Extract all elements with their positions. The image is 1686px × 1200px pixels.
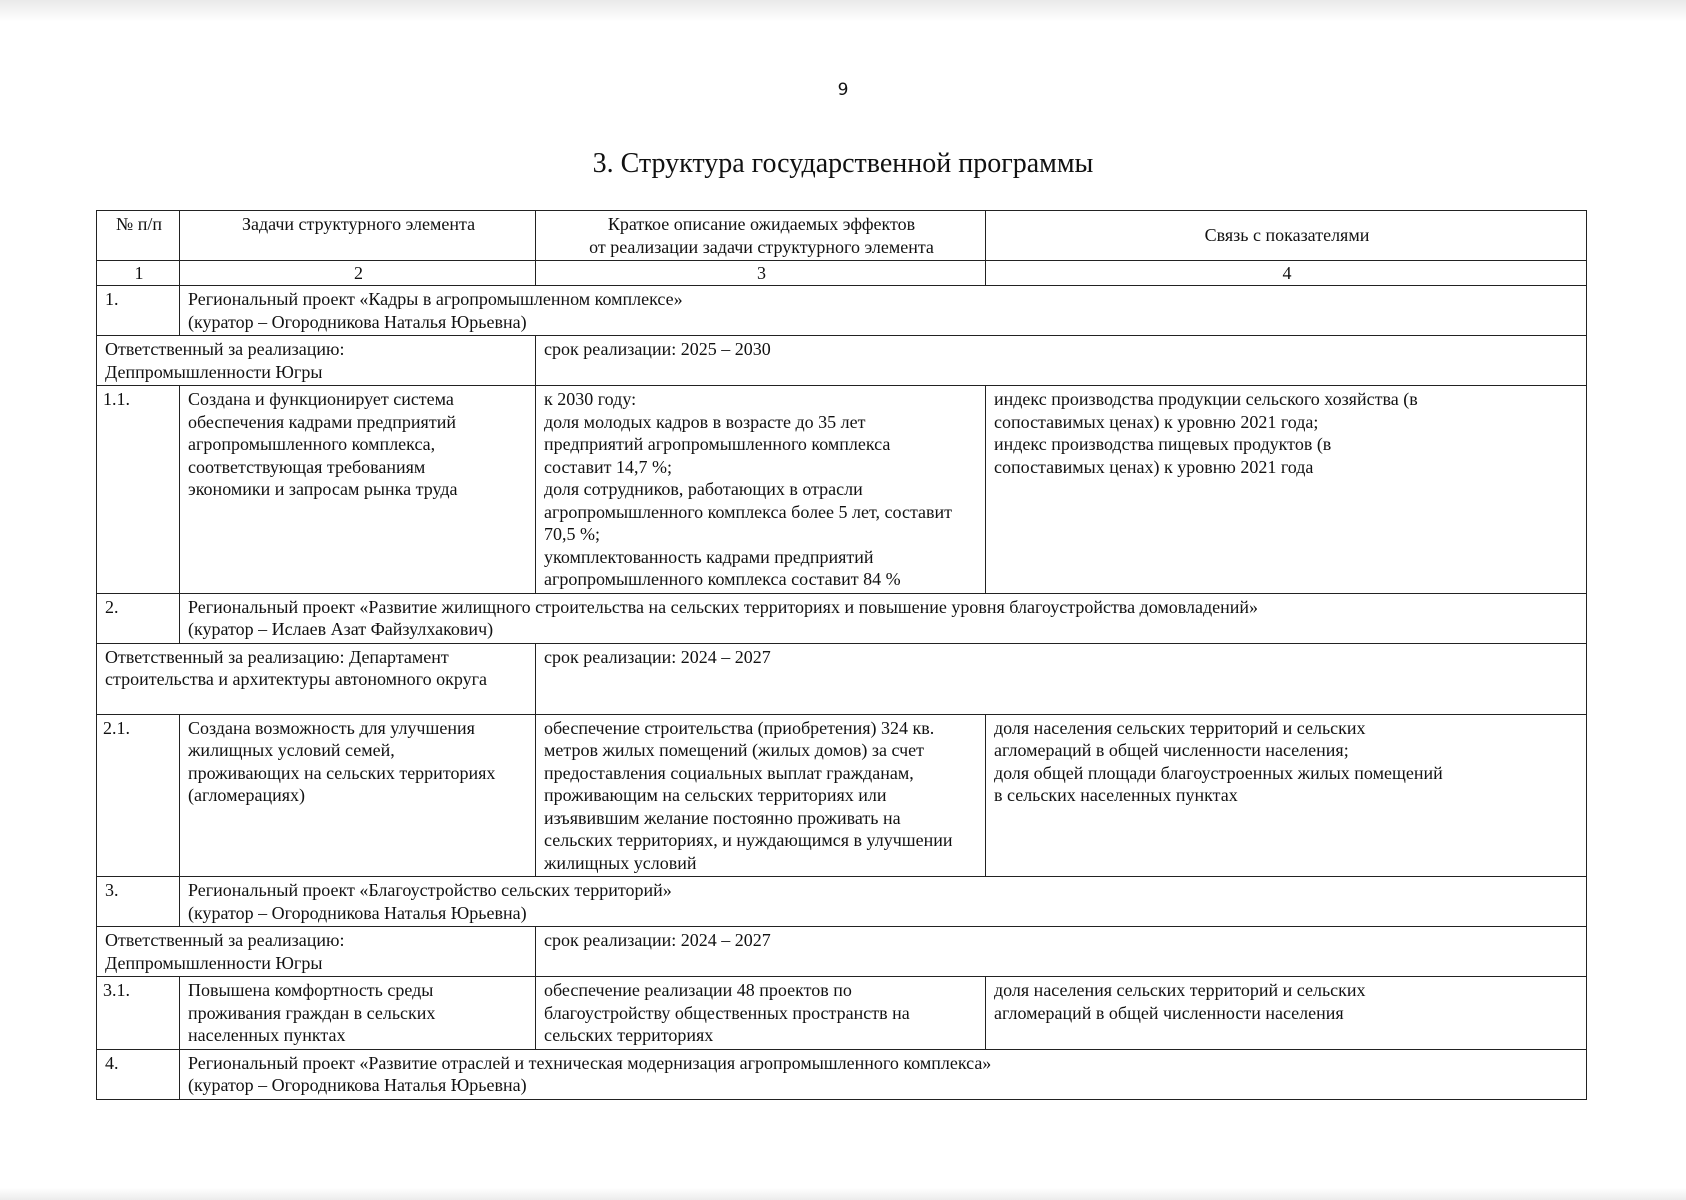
project-row [97, 593, 1587, 643]
task-effects: обеспечение строительства (приобретения) 324 кв. метров жилых помещений (жилых домов) за счет предоставления социальных выплат гражданам, проживающим на сельских территориях или изъявившим желание постоянно проживать на сельских территориях, и нуждающимся в улучшении жилищных условий [536, 714, 986, 877]
term-cell: срок реализации: 2025 – 2030 [536, 336, 1587, 386]
task-indicators: доля населения сельских территорий и сельских агломераций в общей численности населения [986, 977, 1587, 1050]
project-title: Региональный проект «Благоустройство сельских территорий» [188, 880, 672, 900]
task-row [97, 386, 1587, 594]
task-description: Повышена комфортность среды проживания граждан в сельских населенных пунктах [180, 977, 536, 1050]
task-description: Создана и функционирует система обеспечения кадрами предприятий агропромышленного комплекса, соответствующая требованиям экономики и запросам рынка труда [180, 386, 536, 594]
responsible-cell: Ответственный за реализацию: Департамент строительства и архитектуры автономного округа [97, 643, 536, 714]
column-number-1: 1 [97, 261, 180, 286]
project-row [97, 1049, 1587, 1099]
scan-edge-bottom [0, 1188, 1686, 1200]
column-number-4: 4 [986, 261, 1587, 286]
task-row [97, 977, 1587, 1050]
project-title: Региональный проект «Кадры в агропромышленном комплексе» [188, 289, 683, 309]
header-tasks: Задачи структурного элемента [180, 211, 536, 261]
project-cell [180, 593, 1587, 643]
project-row [97, 877, 1587, 927]
term-cell: срок реализации: 2024 – 2027 [536, 643, 1587, 714]
task-number: 2.1. [97, 714, 180, 877]
project-curator: (куратор – Огородникова Наталья Юрьевна) [188, 902, 527, 923]
column-number-row [97, 261, 1587, 286]
column-number-3: 3 [536, 261, 986, 286]
project-title: Региональный проект «Развитие отраслей и техническая модернизация агропромышленного комплекса» [188, 1052, 992, 1073]
task-effects: к 2030 году: доля молодых кадров в возрасте до 35 лет предприятий агропромышленного комплекса составит 14,7 %; доля сотрудников, работающих в отрасли агропромышленного комплекса более 5 лет, составит 70,5 %; укомплектованность кадрами предприятий агропромышленного комплекса составит 84 % [536, 386, 986, 594]
column-number-2: 2 [180, 261, 536, 286]
project-number: 2. [97, 593, 180, 643]
responsible-row [97, 336, 1587, 386]
responsible-row [97, 927, 1587, 977]
responsible-cell: Ответственный за реализацию: Деппромышленности Югры [97, 336, 536, 386]
project-cell [180, 1049, 1587, 1099]
task-indicators: доля населения сельских территорий и сельских агломераций в общей численности населения; доля общей площади благоустроенных жилых помещений в сельских населенных пунктах [986, 714, 1587, 877]
header-number: № п/п [97, 211, 180, 261]
project-cell [180, 286, 1587, 336]
task-effects: обеспечение реализации 48 проектов по благоустройству общественных пространств на сельских территориях [536, 977, 986, 1050]
project-row [97, 286, 1587, 336]
task-indicators: индекс производства продукции сельского хозяйства (в сопоставимых ценах) к уровню 2021 года; индекс производства пищевых продуктов (в сопоставимых ценах) к уровню 2021 года [986, 386, 1587, 594]
project-curator: (куратор – Огородникова Наталья Юрьевна) [188, 311, 527, 332]
term-cell: срок реализации: 2024 – 2027 [536, 927, 1587, 977]
program-structure-table [96, 210, 1587, 1100]
task-row [97, 714, 1587, 877]
table-header-row [97, 211, 1587, 261]
header-indicators: Связь с показателями [986, 211, 1587, 261]
project-title: Региональный проект «Развитие жилищного строительства на сельских территориях и повышение уровня благоустройства домовладений» [188, 596, 1259, 617]
header-effects: Краткое описание ожидаемых эффектов от реализации задачи структурного элемента [536, 211, 986, 261]
task-number: 1.1. [97, 386, 180, 594]
scan-edge-top [0, 0, 1686, 22]
project-number: 1. [97, 286, 180, 336]
project-curator: (куратор – Ислаев Азат Файзулхакович) [188, 619, 494, 639]
responsible-row [97, 643, 1587, 714]
project-cell [180, 877, 1587, 927]
section-title: 3. Структура государственной программы [592, 148, 1094, 179]
responsible-cell: Ответственный за реализацию: Деппромышленности Югры [97, 927, 536, 977]
page-number: 9 [837, 80, 849, 100]
project-number: 3. [97, 877, 180, 927]
project-curator: (куратор – Огородникова Наталья Юрьевна) [188, 1075, 527, 1095]
project-number: 4. [97, 1049, 180, 1099]
task-number: 3.1. [97, 977, 180, 1050]
task-description: Создана возможность для улучшения жилищных условий семей, проживающих на сельских территориях (агломерациях) [180, 714, 536, 877]
